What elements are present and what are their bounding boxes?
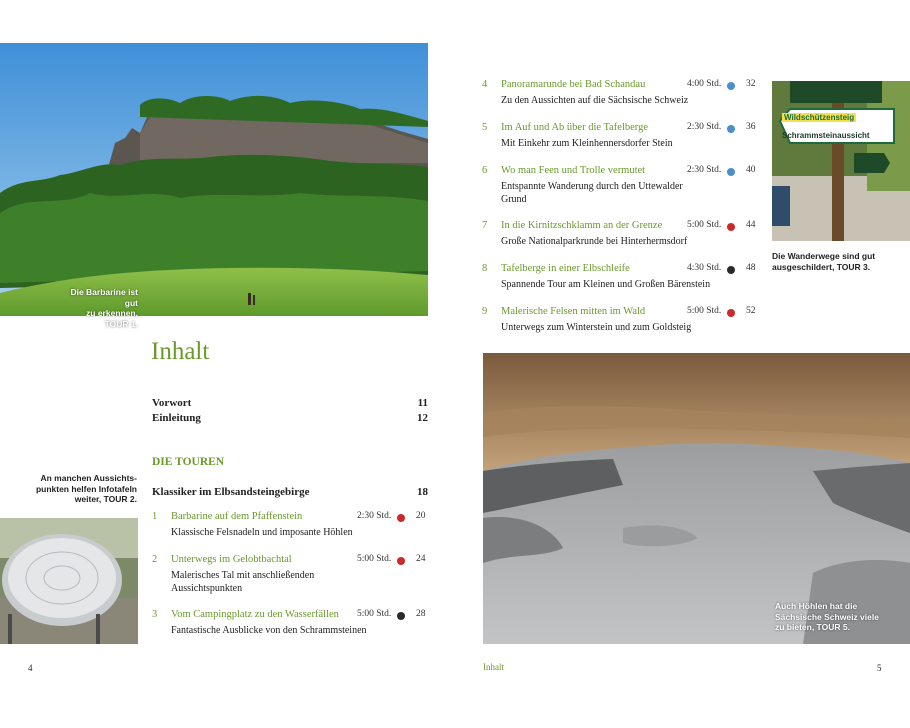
section-title: DIE TOUREN: [152, 456, 225, 468]
tour-title: Wo man Feen und Trolle vermutet: [501, 165, 646, 176]
tour-entry-4[interactable]: [482, 79, 758, 111]
tour-duration: 2:30 Std.: [687, 122, 722, 132]
tour-duration: 2:30 Std.: [687, 165, 722, 175]
caption-line: zu bieten, TOUR 5.: [775, 622, 850, 632]
description-line: Große Nationalparkrunde bei Hinterhermsdorf: [501, 236, 688, 247]
photo-caption-cave: [775, 601, 905, 633]
tour-duration: 2:30 Std.: [357, 511, 392, 521]
tour-duration: 5:00 Std.: [687, 220, 722, 230]
tour-entry-6[interactable]: [482, 165, 758, 209]
page-title: Inhalt: [151, 338, 210, 365]
group-heading[interactable]: [152, 486, 428, 500]
caption-line: Auch Höhlen hat die: [775, 601, 858, 611]
photo-caption-barbarine: [60, 287, 138, 329]
front-matter-einleitung[interactable]: [152, 412, 428, 426]
tour-number: 6: [482, 165, 488, 176]
tour-number: 7: [482, 220, 488, 231]
difficulty-dot-icon: [727, 223, 735, 231]
tour-title: Panoramarunde bei Bad Schandau: [501, 79, 646, 90]
group-page: 18: [417, 486, 428, 498]
description-line: Entspannte Wanderung durch den Uttewalder: [501, 181, 683, 192]
difficulty-dot-icon: [727, 309, 735, 317]
front-matter-vorwort[interactable]: [152, 397, 428, 411]
caption-line: ausgeschildert, TOUR 3.: [772, 261, 871, 272]
tour-title: Malerische Felsen mitten im Wald: [501, 306, 646, 317]
difficulty-dot-icon: [727, 168, 735, 176]
running-head: Inhalt: [483, 662, 504, 672]
tour-number: 2: [152, 554, 158, 565]
tour-entry-7[interactable]: [482, 220, 758, 252]
tour-description: [171, 526, 353, 539]
sign-text: [782, 113, 892, 140]
tour-duration: 5:00 Std.: [357, 609, 392, 619]
tour-entry-9[interactable]: [482, 306, 758, 338]
description-line: Unterwegs zum Winterstein und zum Goldsteig: [501, 322, 692, 333]
difficulty-dot-icon: [397, 612, 405, 620]
group-label: Klassiker im Elbsandsteingebirge: [152, 486, 310, 498]
entry-page: 12: [417, 412, 428, 424]
tour-title: Im Auf und Ab über die Tafelberge: [501, 122, 649, 133]
caption-line: Die Barbarine ist gut: [70, 287, 138, 308]
tour-number: 4: [482, 79, 488, 90]
tour-entry-8[interactable]: [482, 263, 758, 295]
photo-caption-infotafel: [20, 473, 137, 505]
tour-page: 40: [746, 165, 756, 175]
entry-label: Vorwort: [152, 397, 192, 409]
description-line: Zu den Aussichten auf die Sächsische Schweiz: [501, 95, 689, 106]
description-line: Malerisches Tal mit anschließenden: [171, 570, 315, 581]
tour-entry-1[interactable]: [152, 511, 428, 543]
tour-description: [501, 278, 710, 291]
caption-line: punkten helfen Infotafeln: [35, 483, 137, 494]
page-number-right: 5: [877, 663, 882, 673]
description-line: Spannende Tour am Kleinen und Großen Bärenstein: [501, 279, 711, 290]
tour-number: 8: [482, 263, 488, 274]
photo-signpost: [772, 81, 910, 241]
tour-entry-2[interactable]: [152, 554, 428, 598]
tour-duration: 4:30 Std.: [687, 263, 722, 273]
tour-description: [501, 94, 688, 107]
caption-line: weiter, TOUR 2.: [74, 494, 137, 504]
caption-line: Die Wanderwege sind gut: [772, 251, 876, 261]
tour-page: 48: [746, 263, 756, 273]
tour-title: In die Kirnitzschklamm an der Grenze: [501, 220, 663, 231]
photo-infotafel: [0, 518, 138, 644]
tour-title: Vom Campingplatz zu den Wasserfällen: [171, 609, 339, 620]
tour-page: 52: [746, 306, 756, 316]
sign-line-top: Wildschützensteig: [784, 113, 855, 122]
page-number-left: 4: [28, 663, 33, 673]
infotafel-illustration: [0, 518, 138, 644]
tour-number: 3: [152, 609, 158, 620]
tour-entry-3[interactable]: [152, 609, 428, 641]
sign-line-bottom: Schrammsteinaussicht: [782, 131, 870, 140]
tour-entry-5[interactable]: [482, 122, 758, 154]
tour-duration: 5:00 Std.: [687, 306, 722, 316]
description-line: Mit Einkehr zum Kleinhennersdorfer Stein: [501, 138, 673, 149]
tour-title: Unterwegs im Gelobtbachtal: [171, 554, 292, 565]
entry-page: 11: [417, 397, 428, 409]
description-line: Fantastische Ausblicke von den Schrammsteinen: [171, 625, 367, 636]
description-line: Grund: [501, 194, 527, 205]
tour-page: 32: [746, 79, 756, 89]
tour-page: 44: [746, 220, 756, 230]
tour-page: 36: [746, 122, 756, 132]
caption-line: An manchen Aussichts-: [40, 473, 137, 483]
entry-label: Einleitung: [152, 412, 201, 424]
tour-duration: 4:00 Std.: [687, 79, 722, 89]
tour-number: 9: [482, 306, 488, 317]
difficulty-dot-icon: [727, 125, 735, 133]
tour-number: 5: [482, 122, 488, 133]
caption-line: Sächsische Schweiz viele: [775, 611, 879, 622]
caption-line: zu erkennen, TOUR 1.: [86, 308, 138, 329]
landscape-illustration: [0, 43, 428, 316]
tour-duration: 5:00 Std.: [357, 554, 392, 564]
tour-page: 28: [416, 609, 426, 619]
tour-title: Barbarine auf dem Pfaffenstein: [171, 511, 303, 522]
tour-description: [171, 569, 314, 595]
photo-caption-signpost: [772, 251, 902, 272]
difficulty-dot-icon: [397, 514, 405, 522]
difficulty-dot-icon: [727, 266, 735, 274]
tour-description: [501, 180, 683, 206]
difficulty-dot-icon: [397, 557, 405, 565]
difficulty-dot-icon: [727, 82, 735, 90]
description-line: Aussichtspunkten: [171, 583, 243, 594]
tour-number: 1: [152, 511, 158, 522]
tour-page: 24: [416, 554, 426, 564]
tour-page: 20: [416, 511, 426, 521]
tour-description: [501, 137, 673, 150]
tour-description: [501, 321, 691, 334]
tour-description: [501, 235, 687, 248]
description-line: Klassische Felsnadeln und imposante Höhlen: [171, 527, 353, 538]
tour-title: Tafelberge in einer Elbschleife: [501, 263, 630, 274]
tour-description: [171, 624, 367, 637]
photo-barbarine: [0, 43, 428, 316]
signpost-illustration: [772, 81, 910, 241]
